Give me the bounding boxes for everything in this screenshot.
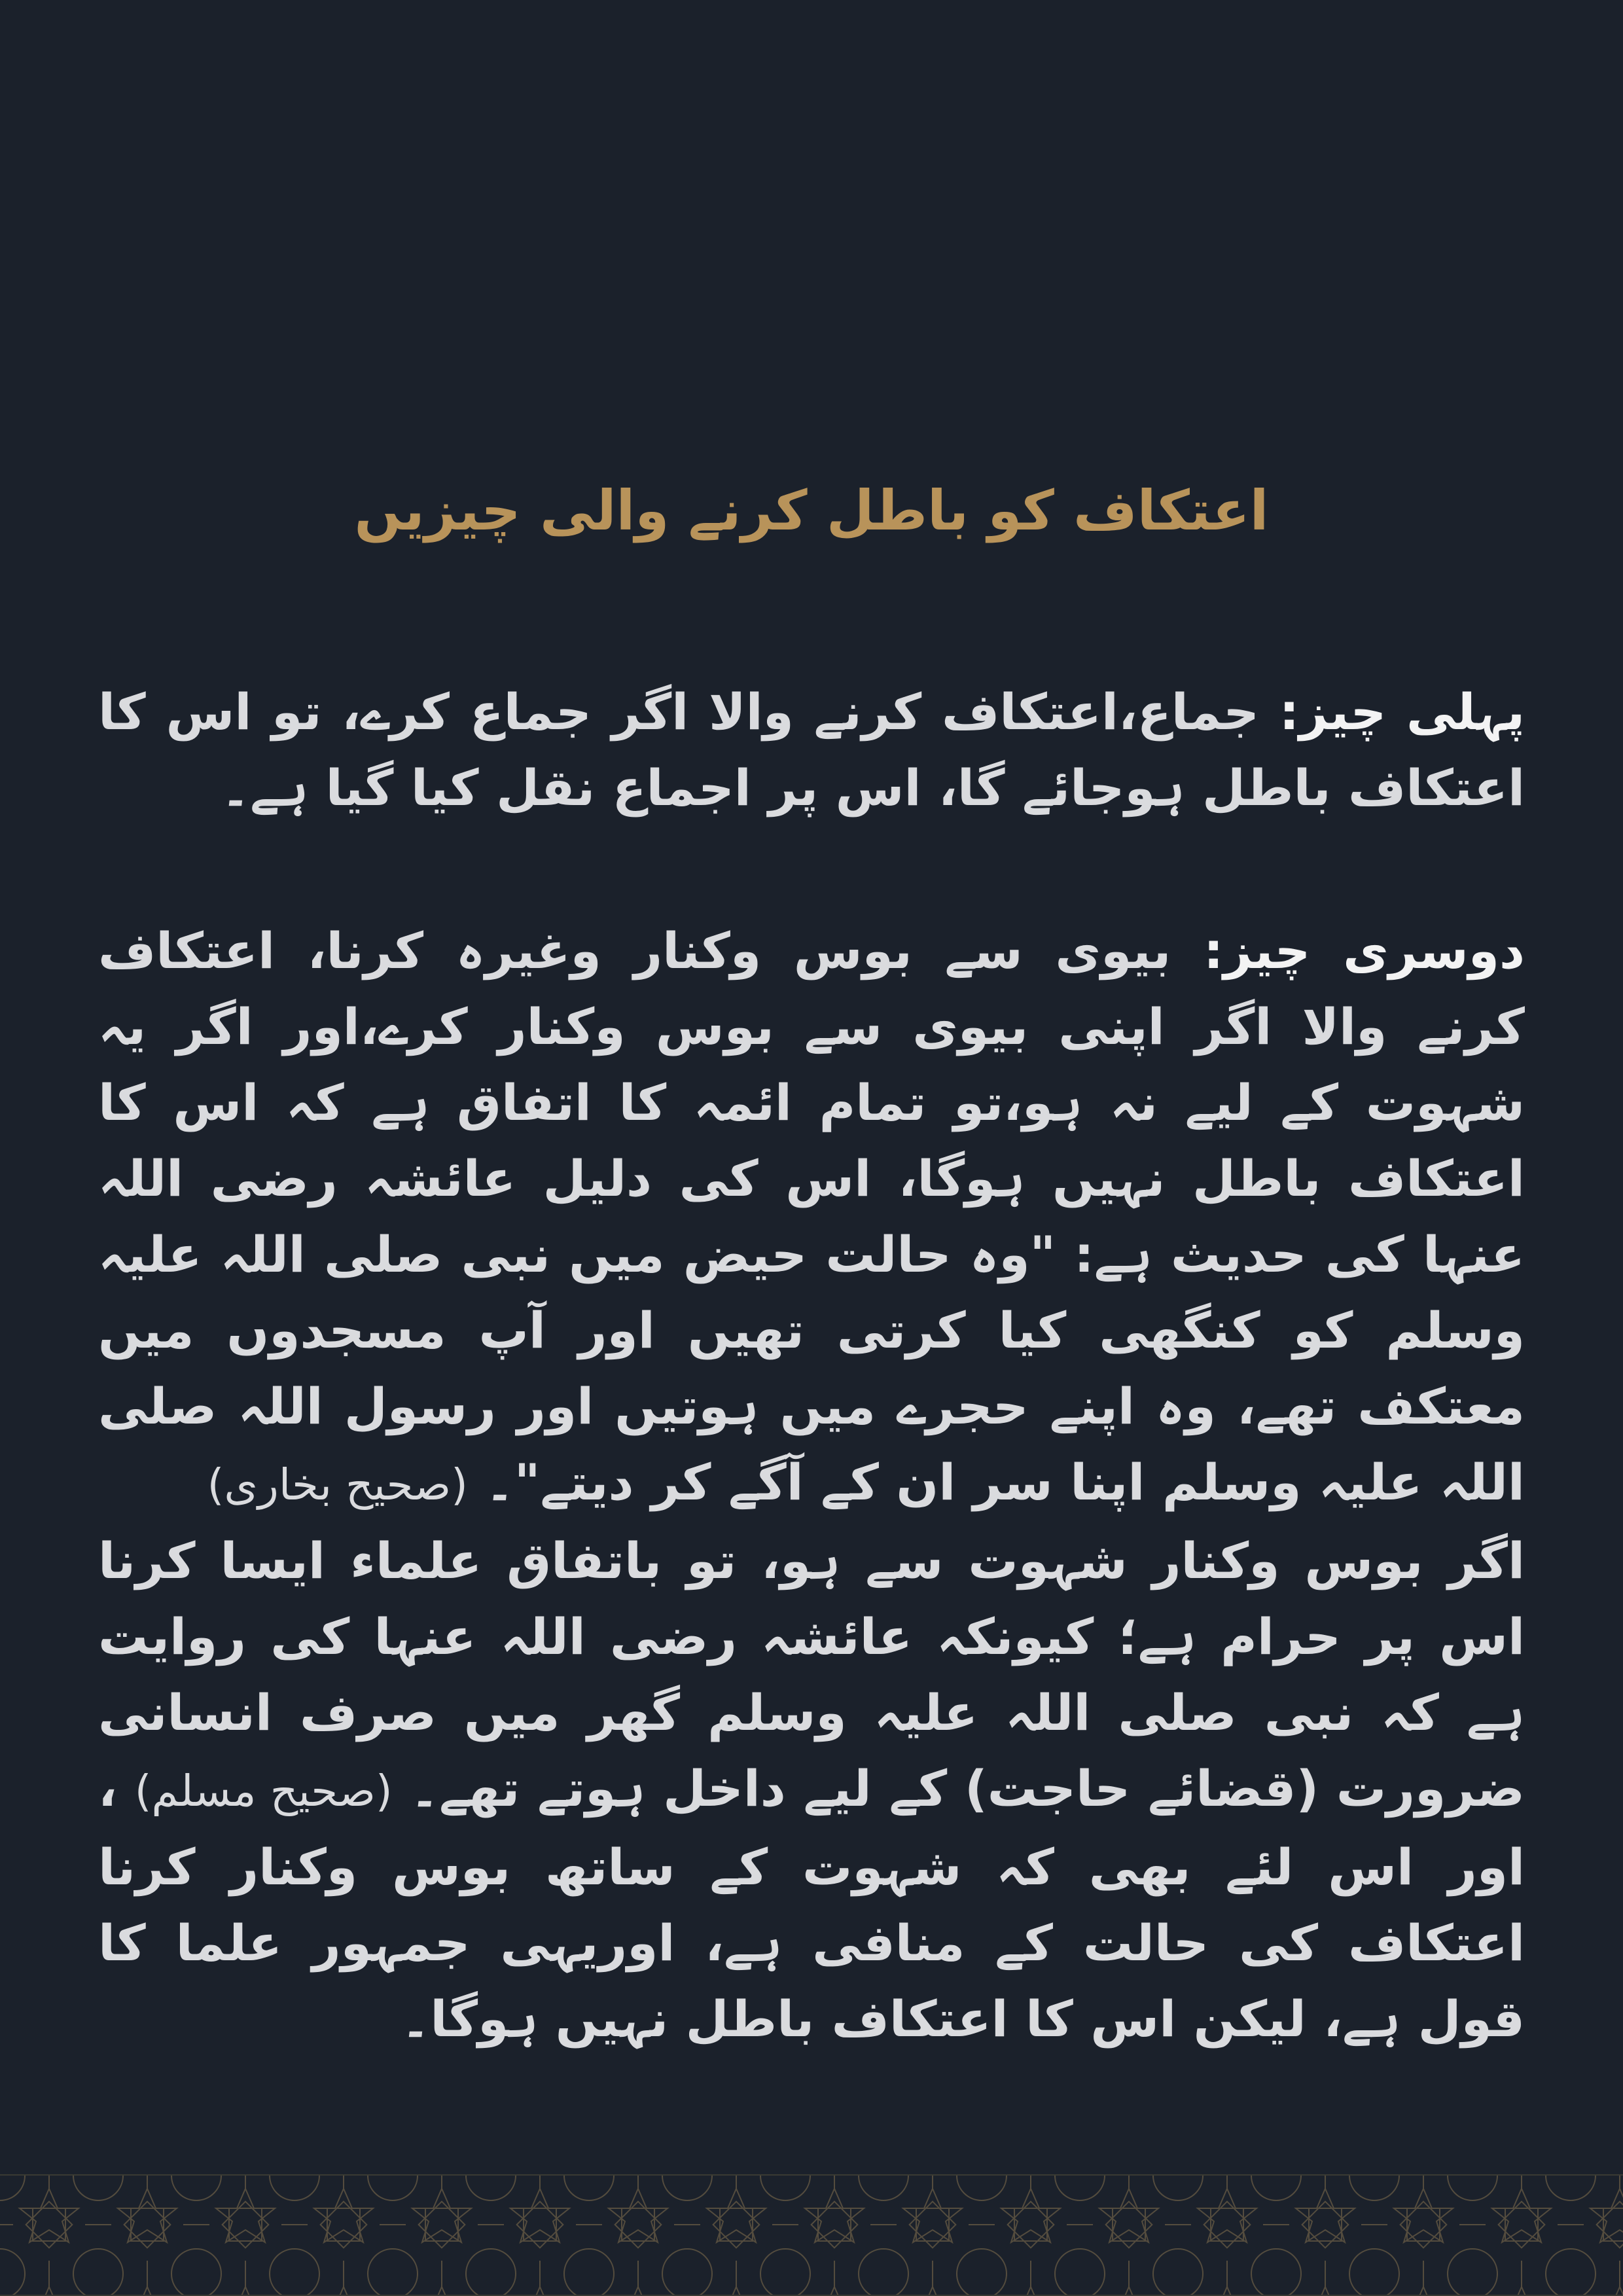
footer-ornament-band	[0, 2174, 1623, 2296]
reference-citation: (صحیح بخاری)	[207, 1460, 468, 1510]
reference-citation: (صحیح مسلم)	[134, 1766, 393, 1816]
islamic-pattern-icon	[0, 2176, 1623, 2295]
section-first-thing	[98, 674, 1525, 826]
section-text: بیوی سے بوس وکنار وغیرہ کرنا، اعتکاف کرنے والا اگر اپنی بیوی سے بوس وکنار کرے،اور اگر یہ شہوت کے لیے نہ ہو،تو تمام ائمہ کا اتفاق ہے کہ اس کا اعتکاف باطل نہیں ہوگا، اس کی دلیل عائشہ رضی اللہ عنہا کی حدیث ہے: "وہ حالت حیض میں نبی صلی اللہ علیہ وسلم کو کنگھی کیا کرتی تھیں اور آپ مسجدوں میں معتکف تھے، وہ اپنے حجرے میں ہوتیں اور رسول اللہ صلی اللہ علیہ وسلم اپنا سر ان کے آگے کر دیتے"۔	[98, 922, 1525, 1511]
section-text: جماع،اعتکاف کرنے والا اگر جماع کرے، تو اس کا اعتکاف باطل ہوجائے گا، اس پر اجماع نقل کیا گیا ہے۔	[98, 683, 1525, 817]
section-label: پہلی چیز:	[1279, 683, 1525, 741]
section-second-thing	[98, 913, 1525, 2057]
section-text: ، اور اس لئے بھی کہ شہوت کے ساتھ بوس وکنار کرنا اعتکاف کی حالت کے منافی ہے، اوریہی جمہور علما کا قول ہے، لیکن اس کا اعتکاف باطل نہیں ہوگا۔	[98, 1759, 1525, 2048]
section-label: دوسری چیز:	[1203, 922, 1525, 980]
section-text: اگر بوس وکنار شہوت سے ہو، تو باتفاق علماء ایسا کرنا اس پر حرام ہے؛ کیونکہ عائشہ رضی اللہ عنہا کی روایت ہے کہ نبی صلی اللہ علیہ وسلم گھر میں صرف انسانی ضرورت (قضائے حاجت) کے لیے داخل ہوتے تھے۔	[98, 1532, 1525, 1818]
page-title: اعتکاف کو باطل کرنے والی چیزیں	[354, 478, 1269, 543]
